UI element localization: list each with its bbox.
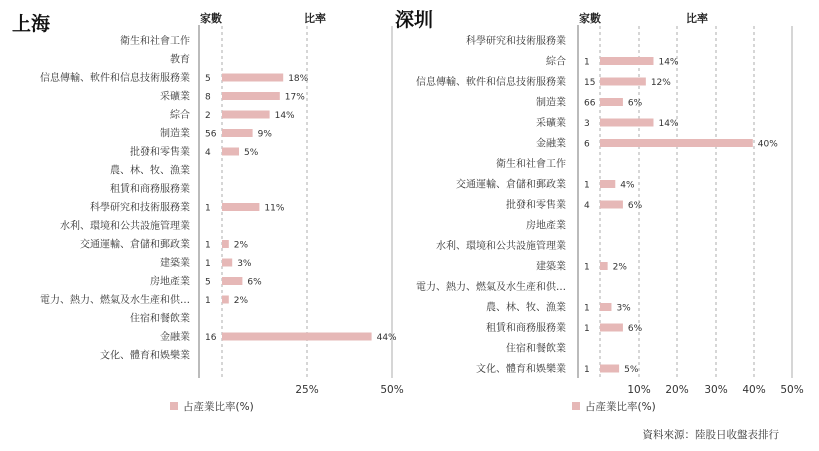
bar: [222, 259, 232, 267]
bar: [600, 262, 608, 270]
bar: [600, 303, 611, 311]
count-value: 66: [584, 98, 596, 109]
category-label: 房地產業: [150, 276, 190, 288]
bar-data-label: 18%: [288, 74, 309, 84]
category-label: 建築業: [536, 261, 566, 273]
category-label: 農、林、牧、漁業: [110, 165, 190, 177]
category-label: 水利、環境和公共設施管理業: [436, 241, 566, 252]
category-label: 金融業: [160, 332, 190, 343]
source-note: 資料來源：陸股日收盤表排行: [642, 429, 779, 441]
bar: [600, 201, 623, 209]
count-value: 1: [205, 240, 211, 251]
x-tick-label: 40%: [742, 384, 766, 396]
count-value: 1: [205, 259, 211, 269]
bar-data-label: 3%: [616, 303, 631, 314]
count-header: 家數: [579, 12, 601, 25]
bar: [222, 333, 372, 341]
bar-data-label: 9%: [257, 129, 272, 140]
x-tick-label: 20%: [665, 384, 689, 396]
bar-data-label: 2%: [612, 262, 627, 273]
category-label: 科學研究和技術服務業: [466, 36, 566, 47]
count-value: 1: [584, 365, 590, 375]
bar-data-label: 3%: [237, 259, 252, 269]
bar: [222, 129, 253, 137]
category-label: 交通運輸、倉儲和郵政業: [80, 239, 190, 251]
bar: [600, 57, 653, 65]
bar: [600, 139, 753, 147]
bar: [222, 296, 229, 304]
bar-data-label: 2%: [233, 240, 249, 251]
category-label: 衛生和社會工作: [496, 159, 566, 170]
bar: [600, 180, 615, 188]
category-label: 租賃和商務服務業: [110, 184, 190, 195]
bar: [222, 277, 242, 285]
count-value: 1: [584, 303, 590, 314]
category-label: 信息傳輸、軟件和信息技術服務業: [40, 73, 190, 84]
legend-label: 占產業比率(%): [585, 401, 656, 413]
bar: [222, 111, 270, 119]
x-tick-label: 50%: [380, 384, 404, 396]
legend-swatch: [170, 402, 178, 410]
category-label: 電力、熱力、燃氣及水生產和供…: [416, 282, 566, 293]
category-label: 科學研究和技術服務業: [90, 202, 190, 214]
bar: [600, 119, 653, 127]
bar-data-label: 44%: [376, 333, 397, 343]
bar-data-label: 6%: [627, 98, 643, 109]
bar-data-label: 6%: [627, 324, 643, 334]
bar-data-label: 40%: [757, 139, 778, 150]
count-value: 4: [205, 148, 211, 158]
category-label: 教育: [170, 54, 190, 66]
category-label: 批發和零售業: [506, 200, 566, 211]
category-label: 電力、熱力、燃氣及水生產和供…: [40, 295, 190, 306]
bar-data-label: 14%: [658, 57, 679, 68]
count-value: 2: [205, 111, 211, 121]
category-label: 制造業: [160, 128, 190, 140]
count-value: 1: [584, 262, 590, 273]
panel-title: 上海: [12, 13, 51, 35]
count-value: 8: [205, 92, 211, 103]
bar-data-label: 11%: [264, 203, 285, 214]
count-value: 15: [584, 78, 596, 88]
category-label: 租賃和商務服務業: [486, 323, 566, 334]
x-tick-label: 50%: [780, 384, 804, 396]
category-label: 農、林、牧、漁業: [486, 302, 566, 314]
category-label: 房地產業: [526, 220, 566, 232]
bar: [600, 98, 623, 106]
count-value: 4: [584, 201, 590, 211]
count-value: 1: [205, 296, 211, 306]
category-label: 住宿和餐飲業: [130, 313, 190, 325]
category-label: 衛生和社會工作: [120, 36, 190, 47]
x-tick-label: 30%: [704, 384, 728, 396]
x-tick-label: 10%: [627, 384, 651, 396]
category-label: 綜合: [546, 56, 566, 68]
count-value: 5: [205, 277, 211, 288]
bar-data-label: 2%: [233, 296, 249, 306]
x-tick-label: 25%: [295, 384, 319, 396]
category-label: 水利、環境和公共設施管理業: [60, 221, 190, 232]
category-label: 信息傳輸、軟件和信息技術服務業: [416, 77, 566, 88]
bar-data-label: 6%: [247, 277, 262, 288]
bar-data-label: 17%: [284, 92, 305, 103]
count-value: 1: [584, 57, 590, 68]
bar-data-label: 4%: [620, 180, 635, 191]
count-value: 3: [584, 119, 590, 129]
count-value: 56: [205, 129, 217, 140]
bar-data-label: 6%: [627, 201, 643, 211]
ratio-header: 比率: [304, 12, 326, 25]
count-value: 1: [584, 324, 590, 334]
bar: [600, 324, 623, 332]
category-label: 交通運輸、倉儲和郵政業: [456, 179, 566, 191]
category-label: 文化、體育和娛樂業: [476, 364, 566, 375]
bar: [222, 240, 229, 248]
bar-data-label: 12%: [650, 78, 671, 88]
category-label: 金融業: [536, 138, 566, 150]
ratio-header: 比率: [686, 12, 708, 25]
count-header: 家數: [200, 12, 222, 25]
bar: [222, 203, 259, 211]
bar: [600, 365, 619, 373]
bar: [222, 92, 280, 100]
count-value: 16: [205, 333, 217, 343]
bar-data-label: 14%: [274, 111, 295, 121]
bar: [222, 148, 239, 156]
legend-swatch: [572, 402, 580, 410]
count-value: 6: [584, 139, 590, 150]
category-label: 批發和零售業: [130, 147, 190, 158]
category-label: 住宿和餐飲業: [506, 343, 566, 355]
category-label: 采礦業: [536, 118, 566, 129]
count-value: 5: [205, 74, 211, 84]
panel-title: 深圳: [395, 9, 434, 31]
category-label: 建築業: [160, 258, 190, 269]
category-label: 制造業: [536, 97, 566, 109]
bar-data-label: 5%: [244, 148, 259, 158]
legend-label: 占產業比率(%): [183, 401, 254, 413]
bar-data-label: 5%: [624, 365, 639, 375]
bar: [222, 74, 283, 82]
category-label: 采礦業: [160, 91, 190, 103]
bar: [600, 78, 646, 86]
category-label: 綜合: [170, 110, 190, 121]
count-value: 1: [584, 180, 590, 191]
count-value: 1: [205, 203, 211, 214]
category-label: 文化、體育和娛樂業: [100, 350, 190, 362]
bar-data-label: 14%: [658, 119, 679, 129]
